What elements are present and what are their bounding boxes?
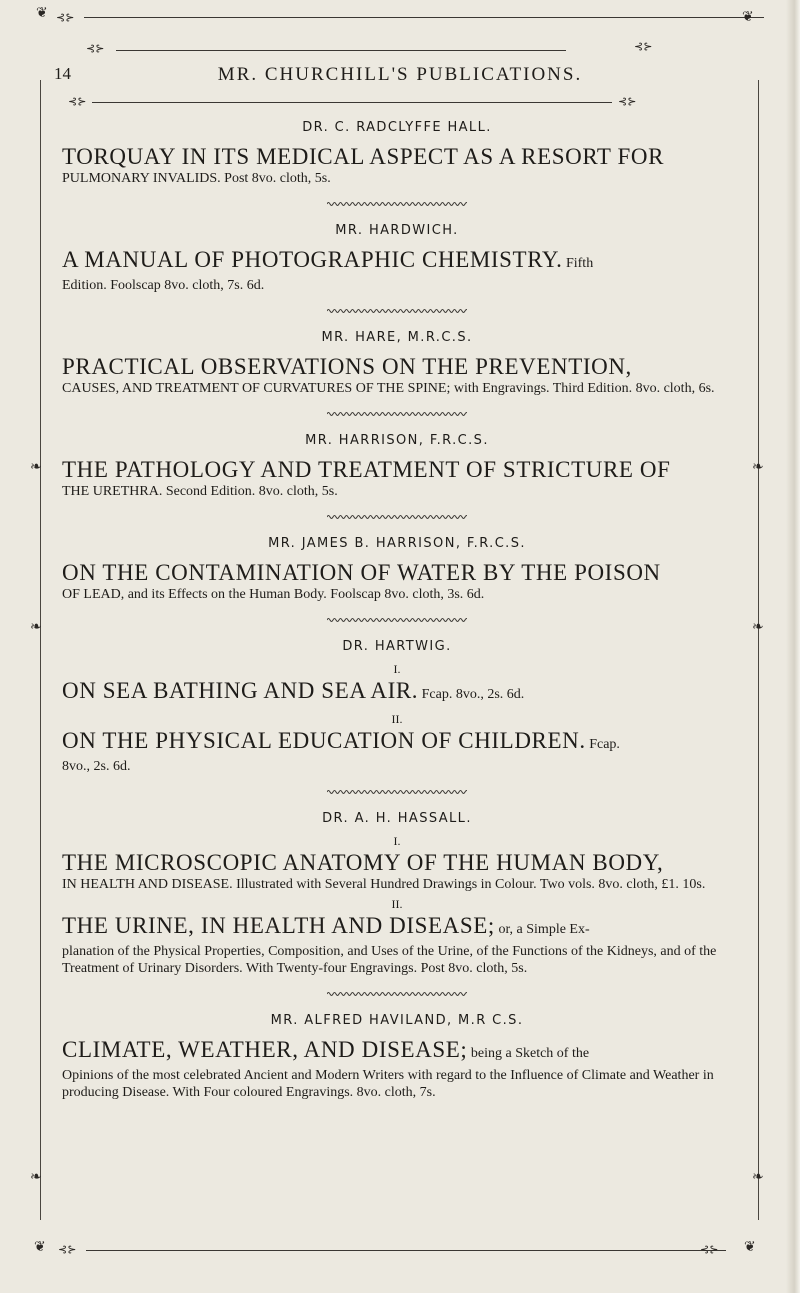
side-flourish-icon: ❧ [30, 1169, 42, 1185]
author-name: MR. JAMES B. HARRISON, F.R.C.S. [268, 536, 526, 551]
corner-flourish-icon: ❦ [744, 1239, 756, 1255]
scroll-icon: ⊰⊱ [700, 1243, 719, 1256]
book-description: OF LEAD, and its Effects on the Human Body. Foolscap 8vo. cloth, 3s. 6d. [62, 587, 485, 602]
author-name: DR. HARTWIG. [342, 639, 452, 654]
work-numeral: I. [393, 662, 401, 676]
author-name: MR. HARE, M.R.C.S. [321, 330, 473, 345]
book-title: THE PATHOLOGY AND TREATMENT OF STRICTURE OF [62, 457, 671, 482]
book-description: Edition. Foolscap 8vo. cloth, 7s. 6d. [62, 278, 265, 293]
left-border-rule [40, 80, 41, 1220]
book-title: TORQUAY IN ITS MEDICAL ASPECT AS A RESORT FOR [62, 144, 665, 169]
book-description: PULMONARY INVALIDS. Post 8vo. cloth, 5s. [62, 171, 331, 186]
corner-flourish-icon: ❦ [742, 9, 754, 25]
corner-flourish-icon: ❦ [34, 1239, 46, 1255]
side-flourish-icon: ❧ [752, 619, 764, 635]
author-name: MR. ALFRED HAVILAND, M.R C.S. [270, 1013, 524, 1028]
side-flourish-icon: ❧ [752, 1169, 764, 1185]
publication-entry [62, 433, 732, 520]
publication-entry [62, 330, 732, 417]
work-numeral: II. [391, 897, 403, 911]
book-title: A MANUAL OF PHOTOGRAPHIC CHEMISTRY. Fifth [62, 247, 594, 272]
side-flourish-icon: ❧ [752, 459, 764, 475]
wavy-divider [327, 514, 467, 520]
wavy-divider [327, 789, 467, 795]
page-edge-shadow [786, 0, 800, 1293]
publication-entry [62, 223, 732, 314]
side-flourish-icon: ❧ [30, 459, 42, 475]
book-description: planation of the Physical Properties, Composition, and Uses of the Urine, of the Functions of the Kidneys, and of the Treatment of Urinary Disorders. With Twenty-four Engravings. Post 8vo. cloth, 5s. [62, 944, 717, 976]
corner-flourish-icon: ❦ [36, 5, 48, 21]
publication-entry [62, 120, 732, 207]
side-flourish-icon: ❧ [30, 619, 42, 635]
work-numeral: II. [391, 712, 403, 726]
right-border-rule [758, 80, 759, 1220]
title-suffix: Fcap. [585, 737, 620, 752]
publication-entry [62, 811, 732, 997]
book-title: ON THE PHYSICAL EDUCATION OF CHILDREN. Fcap. [62, 728, 620, 753]
author-name: MR. HARRISON, F.R.C.S. [305, 433, 489, 448]
publication-entry [62, 1013, 732, 1101]
scroll-icon: ⊰⊱ [634, 40, 653, 53]
title-suffix: or, a Simple Ex- [494, 922, 590, 937]
publication-entry [62, 536, 732, 623]
page-number: 14 [54, 64, 71, 83]
book-title: ON THE CONTAMINATION OF WATER BY THE POISON [62, 560, 661, 585]
wavy-divider [327, 991, 467, 997]
work-numeral: I. [393, 834, 401, 848]
title-suffix: Fifth [562, 256, 594, 271]
book-description: THE URETHRA. Second Edition. 8vo. cloth, 5s. [62, 484, 338, 499]
book-description: Opinions of the most celebrated Ancient and Modern Writers with regard to the Influence of Climate and Weather in producing Disease. With Four coloured Engravings. 8vo. cloth, 7s. [62, 1068, 714, 1100]
book-title: THE MICROSCOPIC ANATOMY OF THE HUMAN BODY, [62, 850, 664, 875]
publication-list [62, 116, 732, 1101]
scroll-icon: ⊰⊱ [56, 11, 75, 24]
wavy-divider [327, 308, 467, 314]
wavy-divider [327, 411, 467, 417]
book-title: THE URINE, IN HEALTH AND DISEASE; or, a Simple Ex- [62, 913, 590, 938]
scroll-icon: ⊰⊱ [58, 1243, 77, 1256]
wavy-divider [327, 617, 467, 623]
book-description: 8vo., 2s. 6d. [62, 759, 131, 774]
author-name: DR. A. H. HASSALL. [322, 811, 472, 826]
running-head: MR. CHURCHILL'S PUBLICATIONS. [217, 64, 583, 85]
author-name: MR. HARDWICH. [335, 223, 459, 238]
author-name: DR. C. RADCLYFFE HALL. [302, 120, 492, 135]
wavy-divider [327, 201, 467, 207]
page-header [0, 64, 800, 88]
book-title: PRACTICAL OBSERVATIONS ON THE PREVENTION, [62, 354, 632, 379]
title-suffix: being a Sketch of the [467, 1046, 590, 1061]
publication-entry [62, 639, 732, 795]
scroll-icon: ⊰⊱ [86, 42, 105, 55]
book-title: ON SEA BATHING AND SEA AIR. Fcap. 8vo., 2s. 6d. [62, 678, 525, 703]
title-suffix: Fcap. 8vo., 2s. 6d. [418, 687, 525, 702]
book-title: CLIMATE, WEATHER, AND DISEASE; being a Sketch of the [62, 1037, 590, 1062]
scroll-icon: ⊰⊱ [68, 95, 87, 108]
book-description: IN HEALTH AND DISEASE. Illustrated with Several Hundred Drawings in Colour. Two vols. 8vo. cloth, £1. 10s. [62, 877, 706, 892]
book-description: CAUSES, AND TREATMENT OF CURVATURES OF THE SPINE; with Engravings. Third Edition. 8vo. cloth, 6s. [62, 381, 715, 396]
scroll-icon: ⊰⊱ [618, 95, 637, 108]
